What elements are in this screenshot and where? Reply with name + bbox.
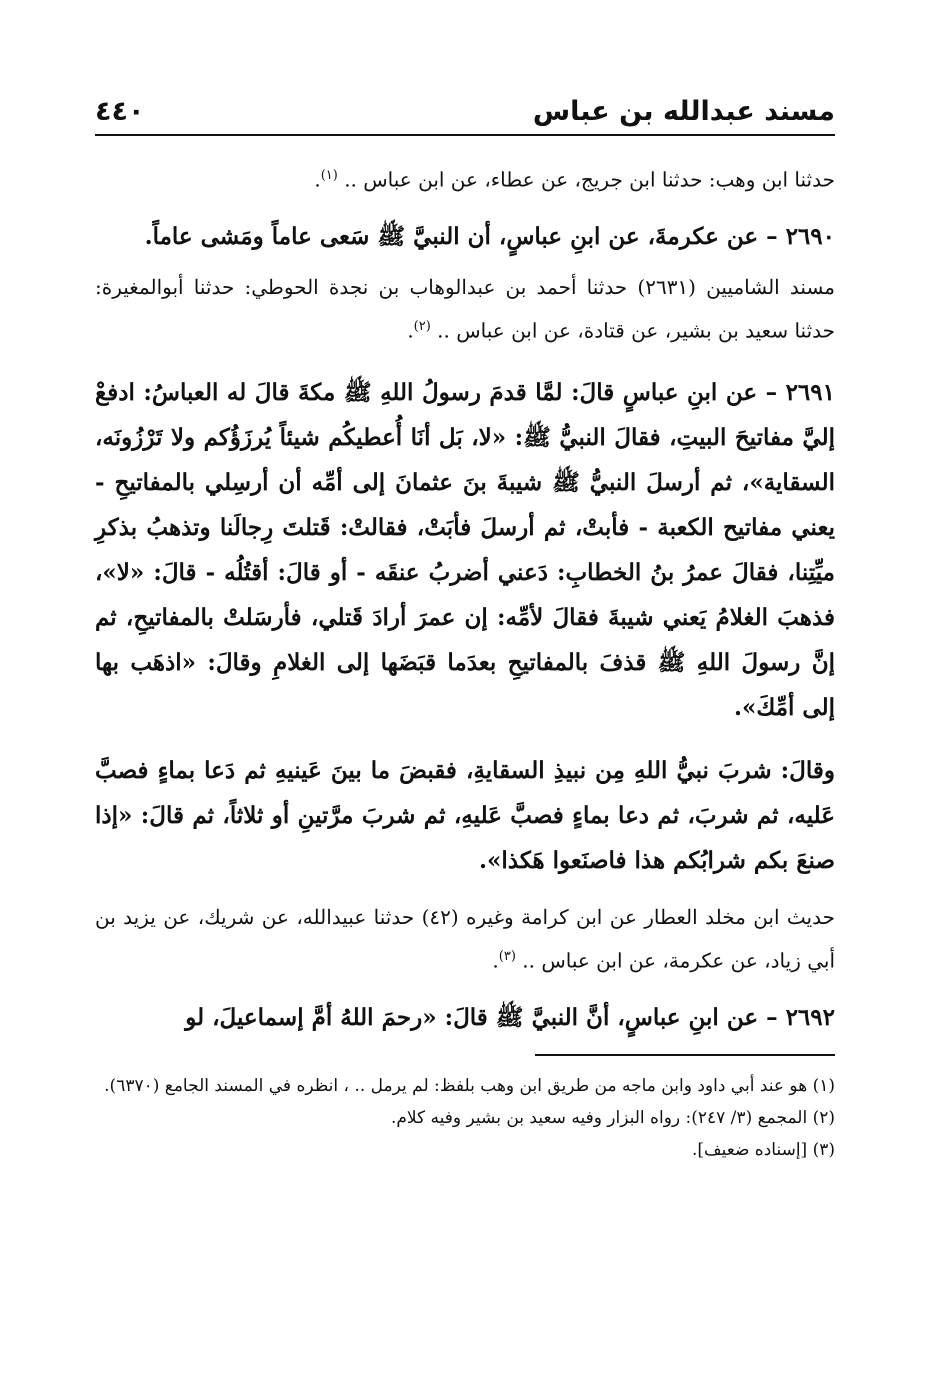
book-page [95, 88, 835, 1166]
isnad-text: حديث ابن مخلد العطار عن ابن كرامة وغيره (٤٢) حدثنا عبيدالله، عن شريك، عن يزيد بن أبي زياد، عن عكرمة، عن ابن عباس .. [95, 905, 835, 973]
isnad-text: حدثنا ابن وهب: حدثنا ابن جريج، عن عطاء، عن ابن عباس .. [344, 167, 835, 192]
hadith-2692: ٢٦٩٢ – عن ابنِ عباسٍ، أنَّ النبيَّ ﷺ قالَ: «رحمَ اللهُ أمَّ إسماعيلَ، لو [185, 1003, 835, 1031]
isnad-paragraph-2 [95, 267, 835, 351]
hadith-2690: ٢٦٩٠ – عن عكرمةَ، عن ابنِ عباسٍ، أن النبيَّ ﷺ سَعى عاماً ومَشى عاماً. [144, 222, 835, 250]
isnad-text: مسند الشاميين (٢٦٣١) حدثنا أحمد بن عبدالوهاب بن نجدة الحوطي: حدثنا أبوالمغيرة: حدثنا سعيد بن بشير، عن قتادة، عن ابن عباس .. [95, 274, 835, 343]
footnote-divider [535, 1054, 835, 1056]
running-title: مسند عبدالله بن عباس [532, 95, 835, 127]
period: . [314, 167, 321, 192]
footnote-ref: (١) [320, 168, 338, 183]
isnad-paragraph-1 [95, 156, 835, 200]
footnotes [95, 1070, 835, 1166]
footnote-2: (٢) المجمع (٣/ ٢٤٧): رواه البزار وفيه سعيد بن بشير وفيه كلام. [390, 1107, 835, 1128]
page-header [95, 88, 835, 136]
footnote-1: (١) هو عند أبي داود وابن ماجه من طريق ابن وهب بلفظ: لم يرمل .. ، انظره في المسند الجامع (٦٣٧٠). [104, 1075, 835, 1096]
period: . [407, 318, 414, 343]
period: . [492, 948, 499, 973]
page-number: ٤٤٠ [95, 95, 145, 127]
isnad-paragraph-3 [95, 897, 835, 981]
hadith-2691: ٢٦٩١ – عن ابنِ عباسٍ قالَ: لمَّا قدمَ رسولُ اللهِ ﷺ مكةَ قالَ له العباسُ: ادفعْ إليَّ مفاتيحَ البيتِ، فقالَ النبيُّ ﷺ: «لا، بَل أنَا أُعطيكُم شيئاً يُرزَؤُكم ولا تَرْزُونَه، السقاية»، ثم أرسلَ النبيُّ ﷺ شيبةَ بنَ عثمانَ إلى أمِّه أن أرسِلي بالمفاتيحِ - يعني مفاتيح الكعبة - فأبتْ، ثم أرسلَ فأبَتْ، فقالتْ: قَتلتَ رِجالَنا وتذهبُ بذكرِ ميِّتِنا، فقالَ عمرُ بنُ الخطابِ: دَعني أضربُ عنقَه - أو قالَ: أقتُلُه - قالَ: «لا»، فذهبَ الغلامُ يَعني شيبةَ فقالَ لأمِّه: إن عمرَ أرادَ قَتلي، فأرسَلتْ بالمفاتيحِ، ثم إنَّ رسولَ اللهِ ﷺ قذفَ بالمفاتيحِ بعدَما قبَضَها إلى الغلامِ وقالَ: «اذهَب بها إلى أمِّكَ». [95, 379, 835, 722]
footnote-3: (٣) [إسناده ضعيف]. [691, 1139, 835, 1160]
hadith-2691-continuation: وقالَ: شربَ نبيُّ اللهِ مِن نبيذِ السقايةِ، فقبضَ ما بينَ عَينيهِ ثم دَعا بماءٍ فصبَّ عَليه، ثم شربَ، ثم دعا بماءٍ فصبَّ عَليهِ، ثم شربَ مرَّتينِ أو ثلاثاً، ثم قالَ: «إذا صنعَ بكم شرابُكم هذا فاصنَعوا هَكذا». [95, 757, 835, 875]
footnote-ref: (٢) [413, 318, 431, 334]
footnote-ref: (٣) [498, 949, 516, 965]
